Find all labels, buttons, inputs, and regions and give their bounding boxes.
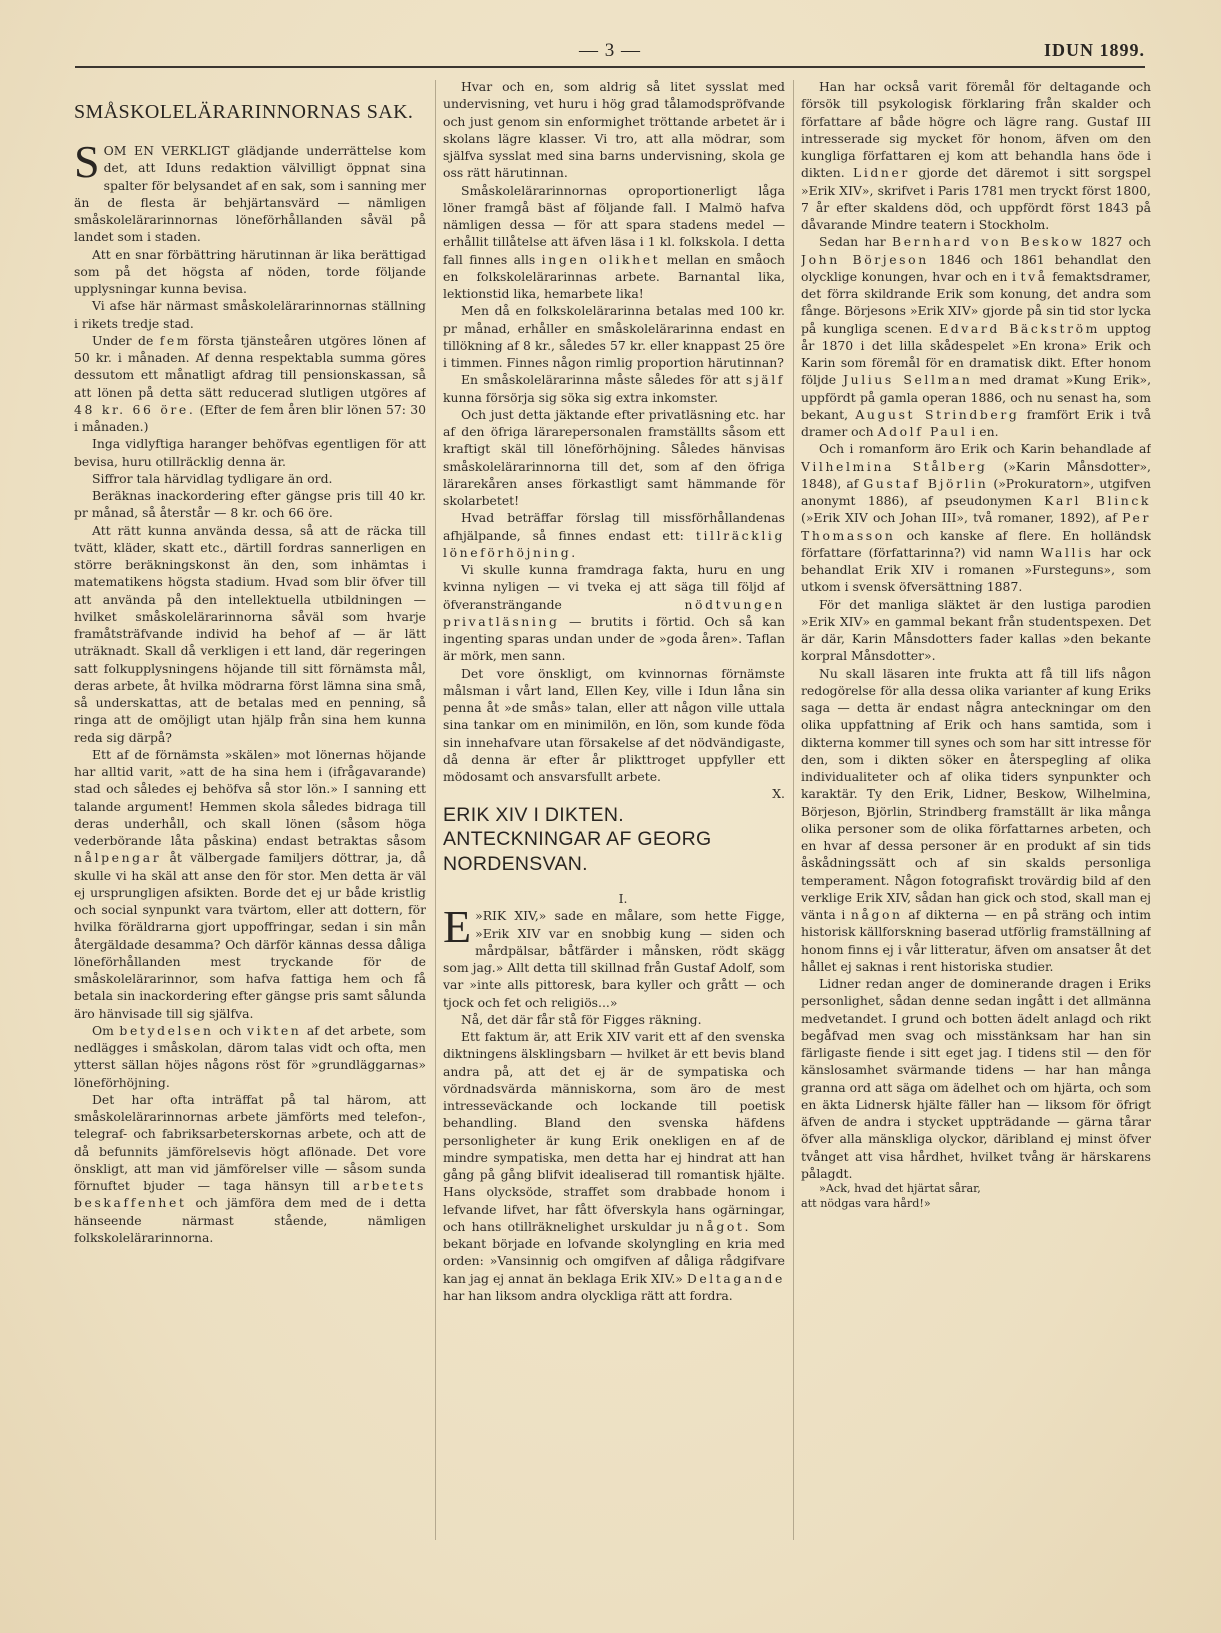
article1-paragraph-2: Att en snar förbättring härutinnan är lika berättigad som på det högsta af nöden, torde följande upplysningar kunna bevisa. (74, 246, 426, 296)
article1-paragraph-5: Inga vidlyftiga haranger behöfvas egentligen för att bevisa, huru otillräcklig denna är. (74, 436, 426, 469)
column3-paragraph-1: Han har också varit föremål för deltagande och försök till psykologisk förklaring från skalder och författare af både högre och lägre rang. Gustaf III intresserade sig mycket för honom, äfven om den kungliga författaren ej kom att behandla hans öde i dikten. Lidner gjorde det däremot i sitt sorgspel »Erik XIV», skrifvet i Paris 1781 men tryckt först 1800, 7 år efter skaldens död, och uppfördt först 1843 på dåvarande Mindre teatern i Stockholm. (801, 79, 1151, 232)
article-title-smaskolelararinnornas: SMÅSKOLELÄRARINNORNAS SAK. (74, 101, 414, 123)
page-header (75, 40, 1145, 68)
column3-paragraph-5: Nu skall läsaren inte frukta att få till lifs någon redogörelse för alla dessa olika varianter af kung Eriks saga — detta är endast några anteckningar om den olika uppfattning af Erik och hans samtida, som i dikterna kommer till synes och som har sitt intresse för den, som i dikten söker en återspegling af olika individualiteter och af olika tiders synpunkter och karaktär. Ty den Erik, Lidner, Beskow, Wilhelmina, Börjeson, Björlin, Strindberg framställt är lika många olika personer som de olika författarnes arbeten, och en hvar af dessa personer är en produkt af sin tids åskådningssätt och af sin skalds personliga temperament. Någon fotografiskt trovärdig bild af den verklige Erik XIV, sådan han gick och stod, skall man ej vänta i någon af dikterna — en på sträng och intim historisk källforskning baserad utförlig framställning af honom finns ej i vår litteratur, äfven om ansatser åt det hållet ej saknas i rent historiska studier. (801, 665, 1151, 974)
article1-paragraph-10: Om betydelsen och vikten af det arbete, som nedlägges i småskolan, därom talas vidt och ofta, men ytterst sällan höjes någons röst för »grundläggarnas» löneförhöjning. (74, 1022, 426, 1090)
article2-paragraph-3: Ett faktum är, att Erik XIV varit ett af den svenska diktningens älsklingsbarn — hvilket är ett bevis bland andra på, att det ej är de sympatiska och vördnadsvärda människorna, som äro de mest intresseväckande och lockande till poetisk behandling. Bland den svenska häfdens personligheter är kung Erik onekligen en af de mindre sympatiska, men detta har ej hindrat att han gång på gång blifvit idealiserad till romantisk hjälte. Hans olycksöde, straffet som drabbade honom i lefvande lifvet, har fått öfverskyla hans ogärningar, och hans otillräknelighet urskuldar ju något. Som bekant började en lofvande skolyngling en kria med orden: »Vansinnig och omgifven af dåliga rådgifvare kan jag ej annat än beklaga Erik XIV.» Deltagande har han liksom andra olyckliga rätt att fordra. (443, 1029, 785, 1303)
column3-paragraph-4: För det manliga släktet är den lustiga parodien »Erik XIV» en gammal bekant från studentspexen. Det är där, Karin Månsdotters fader kallas »den bekante korpral Månsdotter». (801, 596, 1151, 664)
section-number: I. (618, 891, 628, 906)
column2-paragraph-8: Det vore önskligt, om kvinnornas förnämste målsman i vårt land, Ellen Key, ville i Idun låna sin penna åt »de smås» talan, eller att någon ville uttala sina tankar om en minimilön, en lön, som kunde föda sin innehafvare utan försakelse af det nödvändigaste, då denna är efter år plikttroget uppfyller ett mödosamt och ansvarsfullt arbete. (443, 665, 785, 784)
article2-paragraph-2: Nå, det där får stå för Figges räkning. (461, 1011, 702, 1027)
column2-paragraph-7: Vi skulle kunna framdraga fakta, huru en ung kvinna nyligen — vi tveka ej att säga till följd af öfveransträngande nödtvungen privatläsning — brutits i förtid. Och så kan ingenting sparas undan under de »goda åren». Taflan är mörk, men sann. (443, 562, 785, 664)
verse-quote: »Ack, hvad det hjärtat sårar, att nödgas vara hård!» (801, 1182, 981, 1210)
column-3 (801, 78, 1151, 1548)
column3-paragraph-2: Sedan har Bernhard von Beskow 1827 och John Börjeson 1846 och 1861 behandlat den olycklige konungen, hvar och en i två femaktsdramer, det förra skildrande Erik som konung, det andra som fånge. Börjesons »Erik XIV» gjorde på sin tid stor lycka på kungliga scenen. Edvard Bäckström upptog år 1870 i det lilla skådespelet »En krona» Erik och Karin som föremål för en dramatisk dikt. Efter honom följde Julius Sellman med dramat »Kung Erik», uppfördt på gamla operan 1886, och nu senast ha, som bekant, August Strindberg framfört Erik i två dramer och Adolf Paul i en. (801, 234, 1151, 439)
drop-cap: S (74, 136, 100, 187)
article1-paragraph-9: Ett af de förnämsta »skälen» mot lönernas höjande har alltid varit, »att de ha sina hem i (ifrågavarande) stad och således ej behöfva så stor lön.» I sanning ett talande argument! Hemmen skola således bidraga till deras underhåll, och skall lönen (såsom höga vederbörande låta påskina) endast betraktas såsom nålpengar åt välbergade familjers döttrar, ja, då skulle vi ha skäl att anse den för stor. Men detta är väl ej ursprungligen afsikten. Borde det ej ur både kristlig och social synpunkt vara tvärtom, eller att dottern, för hvilka föräldrarna gjort uppoffringar, sedan i sin mån återgäldade desamma? Och därför kännas dessa dåliga löneförhållanden mest tryckande för de småskolelärarinnor, som hafva fattiga hem och få betala sin inackordering efter gängse pris samt sålunda äro hänvisade till sig själfva. (74, 746, 426, 1021)
page-number: — 3 — (579, 40, 641, 61)
column3-paragraph-3: Och i romanform äro Erik och Karin behandlade af Vilhelmina Stålberg (»Karin Månsdotter», 1848), af Gustaf Björlin (»Prokuratorn», utgifven anonymt 1886), af pseudonymen Karl Blinck (»Erik XIV och Johan III», två romaner, 1892), af Per Thomasson och kanske af flere. En holländsk författare (författarinna?) vid namn Wallis har ock behandlat Erik XIV i romanen »Fursteguns», som utkom i svensk öfversättning 1887. (801, 441, 1151, 595)
article1-paragraph-4: Under de fem första tjänsteåren utgöres lönen af 50 kr. i månaden. Af denna respektabla summa göres dessutom ett månatligt afdrag till pensionskassan, så att lönen på detta sätt reducerad slutligen utgöres af 48 kr. 66 öre. (Efter de fem åren blir lönen 57: 30 i månaden.) (74, 332, 426, 434)
article2-paragraph-1: » E RIK XIV,» sade en målare, som hette Figge, »Erik XIV var en snobbig kung — siden och mårdpälsar, båtfärder i månsken, rödt skägg som jag.» Allt detta till skillnad från Gustaf Adolf, som var »inte alls pittoresk, bara kyller och grått — och tjock och fet och religiös...» (443, 901, 785, 1010)
article1-paragraph-7: Beräknas inackordering efter gängse pris till 40 kr. pr månad, så återstår — 8 kr. och 66 öre. (74, 488, 426, 521)
article1-paragraph-3: Vi afse här närmast småskolelärarinnornas ställning i rikets tredje stad. (74, 298, 426, 331)
column3-paragraph-6: Lidner redan anger de dominerande dragen i Eriks personlighet, sådan denne sedan ingått i det allmänna medvetandet. I grund och botten ädelt anlagd och rikt begåfvad men svag och misstänksam har han sin färligaste fiende i sitt eget jag. I tidens stil — den för känslosamhet svärmande tidens — har han många granna ord att säga om ädelhet och om hjärta, och som en äkta Lidnersk hjälte fäller han — liksom för öfrigt äfven de andra i stycket uppträdande — gärna tårar öfver alla mänskliga olyckor, däribland ej minst öfver tvånget att visa hårdhet, hvilket tvång är härskarens pålagdt. (801, 976, 1151, 1181)
article1-paragraph-8: Att rätt kunna använda dessa, så att de räcka till tvätt, kläder, skatt etc., därtill fordras sannerligen en större beräkningskonst än den, som inhämtas i matematikens högsta stadium. Hvad som blir öfver till att använda på den intellektuella utbildningen — hvilket småskolelärarinnorna såväl som hvarje framåtsträfvande individ ha behof af — är lätt uträknadt. Skall då verkligen i ett land, där regeringen satt folkupplysningens höjande till sitt förnämsta mål, deras arbete, åt hvilka mödrarna först lämna sina små, så underskattas, att de betalas med en penning, så ringa att de omöjligt utan hjälp från sina hem kunna reda sig därpå? (74, 522, 426, 745)
article-signature: X. (772, 786, 785, 802)
column-1 (74, 78, 426, 1548)
column-divider-2 (793, 80, 794, 1540)
column2-paragraph-5: Och just detta jäktande efter privatläsning etc. har af den öfriga lärarepersonalen framställts såsom ett kraftigt skäl till löneförhöjning. Således hänvisas småskolelärarinnorna till det, som af den öfriga lärarekåren anses förkastligt samt hämmande för skolarbetet! (443, 406, 785, 508)
article1-paragraph-1: SOM EN VERKLIGT glädjande underrättelse kom det, att Iduns redaktion välvilligt öppnat sina spalter för belysandet af en sak, som i sanning mer än de flesta är behjärtansvärd — nämligen småskolelärarinnornas löneförhållanden såväl på landet som i staden. (74, 136, 426, 245)
column2-paragraph-6: Hvad beträffar förslag till missförhållandenas afhjälpande, så finnes endast ett: tillräcklig löneförhöjning. (443, 510, 785, 560)
column2-paragraph-1: Hvar och en, som aldrig så litet sysslat med undervisning, vet huru i hög grad tålamodspröfvande och just genom sin enformighet tröttande arbetet är i skolans lägre klasser. Vi tro, att alla mödrar, som själfva sysslat med sina barns undervisning, skola ge oss rätt härutinnan. (443, 79, 785, 181)
article1-paragraph-11: Det har ofta inträffat på tal härom, att småskolelärarinnornas arbete jämförts med telefon-, telegraf- och fabriksarbeterskornas arbete, och att de då befunnits jämförelsevis högt aflönade. Det vore önskligt, att man vid jämförelser ville — såsom sunda förnuftet bjuder — taga hänsyn till arbetets beskaffenhet och jämföra dem med de i detta hänseende närmast stående, nämligen folkskolelärarinnorna. (74, 1091, 426, 1245)
column-divider-1 (435, 80, 436, 1540)
column2-paragraph-2: Småskolelärarinnornas oproportionerligt låga löner framgå bäst af följande fall. I Malmö hafva nämligen dessa — för att spara stadens medel — erhållit tillåtelse att äfven läsa i 1 kl. folkskola. I detta fall finnes alls ingen olikhet mellan en småoch en folkskolelärarinnas arbete. Barnantal lika, lektionstid lika, hemarbete lika! (443, 182, 785, 301)
column2-paragraph-4: En småskolelärarinna måste således för att själf kunna försörja sig söka sig extra inkomster. (443, 372, 785, 405)
article1-paragraph-6: Siffror tala härvidlag tydligare än ord. (92, 470, 333, 486)
column2-paragraph-3: Men då en folkskolelärarinna betalas med 100 kr. pr månad, erhåller en småskolelärarinna endast en tillökning af 8 kr., således 57 kr. eller knappast 25 öre i timmen. Finnes någon rimlig proportion härutinnan? (443, 303, 785, 370)
drop-cap-e: E (443, 901, 472, 953)
masthead: IDUN 1899. (1043, 40, 1145, 60)
article-title-erik-xiv: ERIK XIV I DIKTEN. ANTECKNINGAR AF GEORG NORDENSVAN. (443, 803, 712, 875)
column-2 (443, 78, 785, 1548)
